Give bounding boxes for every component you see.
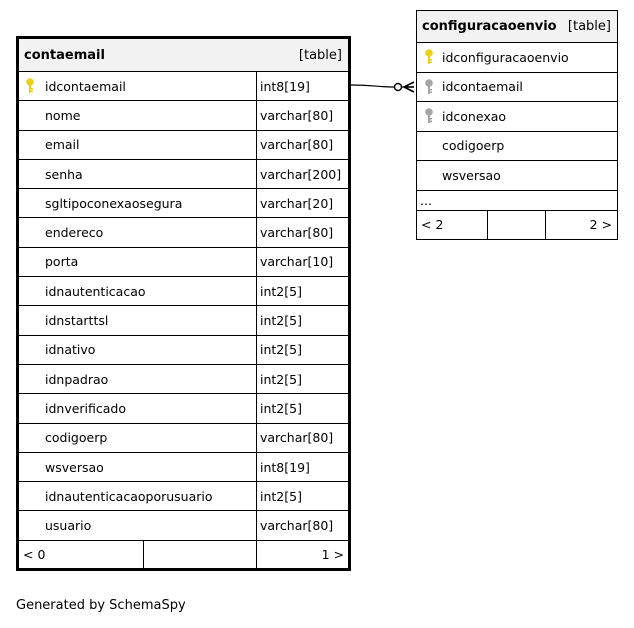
column-name-text: wsversao (442, 167, 501, 183)
column-type: varchar[20] (260, 195, 334, 211)
column-name-text: idnautenticacaoporusuario (45, 488, 213, 504)
column-type: int8[19] (260, 78, 310, 94)
column-name-text: nome (45, 107, 81, 123)
column-type: varchar[80] (260, 518, 334, 534)
column-type: int2[5] (260, 488, 302, 504)
column-type: varchar[80] (260, 107, 334, 123)
column-name-text: codigoerp (442, 138, 505, 154)
column-name-text: idnstarttsl (45, 313, 109, 329)
children-count: 2 > (589, 217, 612, 232)
column-name-text: idcontaemail (442, 79, 523, 95)
column-name-text: idnverificado (45, 400, 127, 416)
table-tag: [table] (567, 19, 611, 34)
children-count: 1 > (321, 546, 344, 562)
table-name: contaemail (24, 47, 105, 63)
column-name-text: senha (45, 166, 83, 182)
column-name-text: endereco (45, 225, 104, 241)
column-name-text: sgltipoconexaosegura (45, 195, 183, 211)
parents-count: < 0 (19, 541, 144, 568)
column-name-text: email (45, 137, 80, 153)
optional-circle-icon (395, 84, 402, 91)
column-type: int2[5] (260, 342, 302, 358)
column-type: varchar[10] (260, 254, 334, 270)
column-name-text: idconfiguracaoenvio (442, 49, 569, 65)
column-type: int2[5] (260, 313, 302, 329)
column-name-text: idnautenticacao (45, 283, 146, 299)
table-tag: [table] (298, 47, 342, 63)
column-type: int2[5] (260, 400, 302, 416)
more-columns-indicator: ... (417, 191, 617, 211)
column-type: varchar[80] (260, 137, 334, 153)
column-name-text: idcontaemail (45, 78, 126, 94)
column-type: varchar[80] (260, 225, 334, 241)
column-type: int2[5] (260, 283, 302, 299)
column-type: int8[19] (260, 459, 310, 475)
column-type: varchar[200] (260, 166, 342, 182)
column-type: int2[5] (260, 371, 302, 387)
crows-foot-icon (404, 82, 414, 92)
column-name-text: usuario (45, 518, 92, 534)
column-name-text: codigoerp (45, 430, 108, 446)
parents-count: < 2 (417, 211, 488, 239)
column-type: varchar[80] (260, 430, 334, 446)
column-name-text: idnativo (45, 342, 96, 358)
column-name-text: wsversao (45, 459, 104, 475)
column-name-text: idnpadrao (45, 371, 109, 387)
table-name: configuracaoenvio (422, 19, 557, 34)
generated-by-text: Generated by SchemaSpy (16, 598, 186, 613)
column-name-text: idconexao (442, 108, 507, 124)
column-name-text: porta (45, 254, 79, 270)
